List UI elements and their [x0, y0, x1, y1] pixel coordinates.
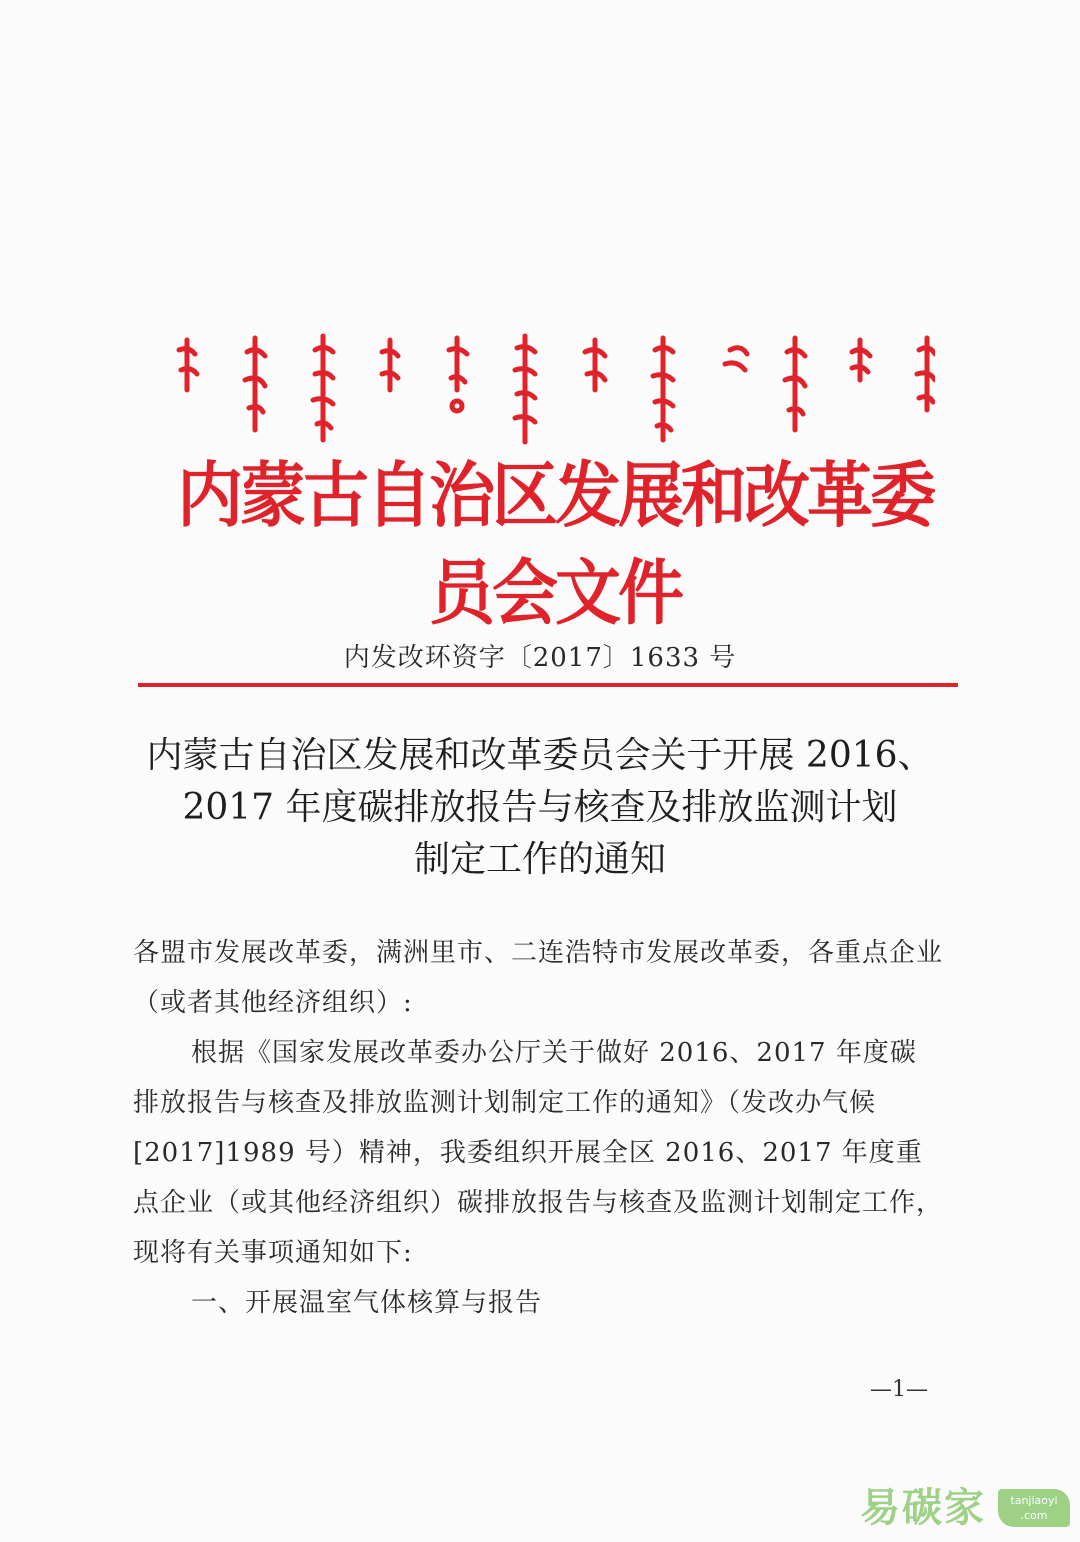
watermark-brand: 易碳家: [860, 1485, 986, 1531]
document-number: 内发改环资字〔2017〕1633 号: [343, 643, 737, 673]
body-paragraph-1: 根据《国家发展改革委办公厅关于做好 2016、2017 年度碳排放报告与核查及排放监测计划制定工作的通知》（发改办气候[2017]1989 号）精神，我委组织开展全区 2016、2017 年度重点企业（或其他经济组织）碳排放报告与核查及监测计划制定工作，现将有关事项通知如下:: [133, 1038, 944, 1268]
mongolian-script-header: [175, 330, 935, 450]
salutation: 各盟市发展改革委，满洲里市、二连浩特市发展改革委，各重点企业（或者其他经济组织）:: [133, 938, 944, 1018]
watermark-logo: [860, 1483, 1075, 1533]
notice-title-line-2: 2017 年度碳排放报告与核查及排放监测计划: [182, 787, 898, 828]
watermark-badge-line-1: tanjiaoyi: [1010, 1494, 1058, 1507]
notice-title: [120, 730, 960, 886]
notice-body: [133, 928, 943, 1328]
section-heading-1: 一、开展温室气体核算与报告: [191, 1288, 543, 1318]
notice-title-line-3: 制定工作的通知: [413, 839, 666, 880]
notice-title-line-1: 内蒙古自治区发展和改革委员会关于开展 2016、: [146, 735, 934, 776]
mongolian-script-graphic: [175, 330, 935, 450]
agency-title: 内蒙古自治区发展和改革委员会文件: [177, 454, 933, 635]
watermark-badge-line-2: .com: [1020, 1509, 1048, 1522]
red-divider-line: [138, 683, 958, 687]
watermark-badge: [998, 1489, 1070, 1527]
page-number: —1—: [870, 1377, 928, 1402]
